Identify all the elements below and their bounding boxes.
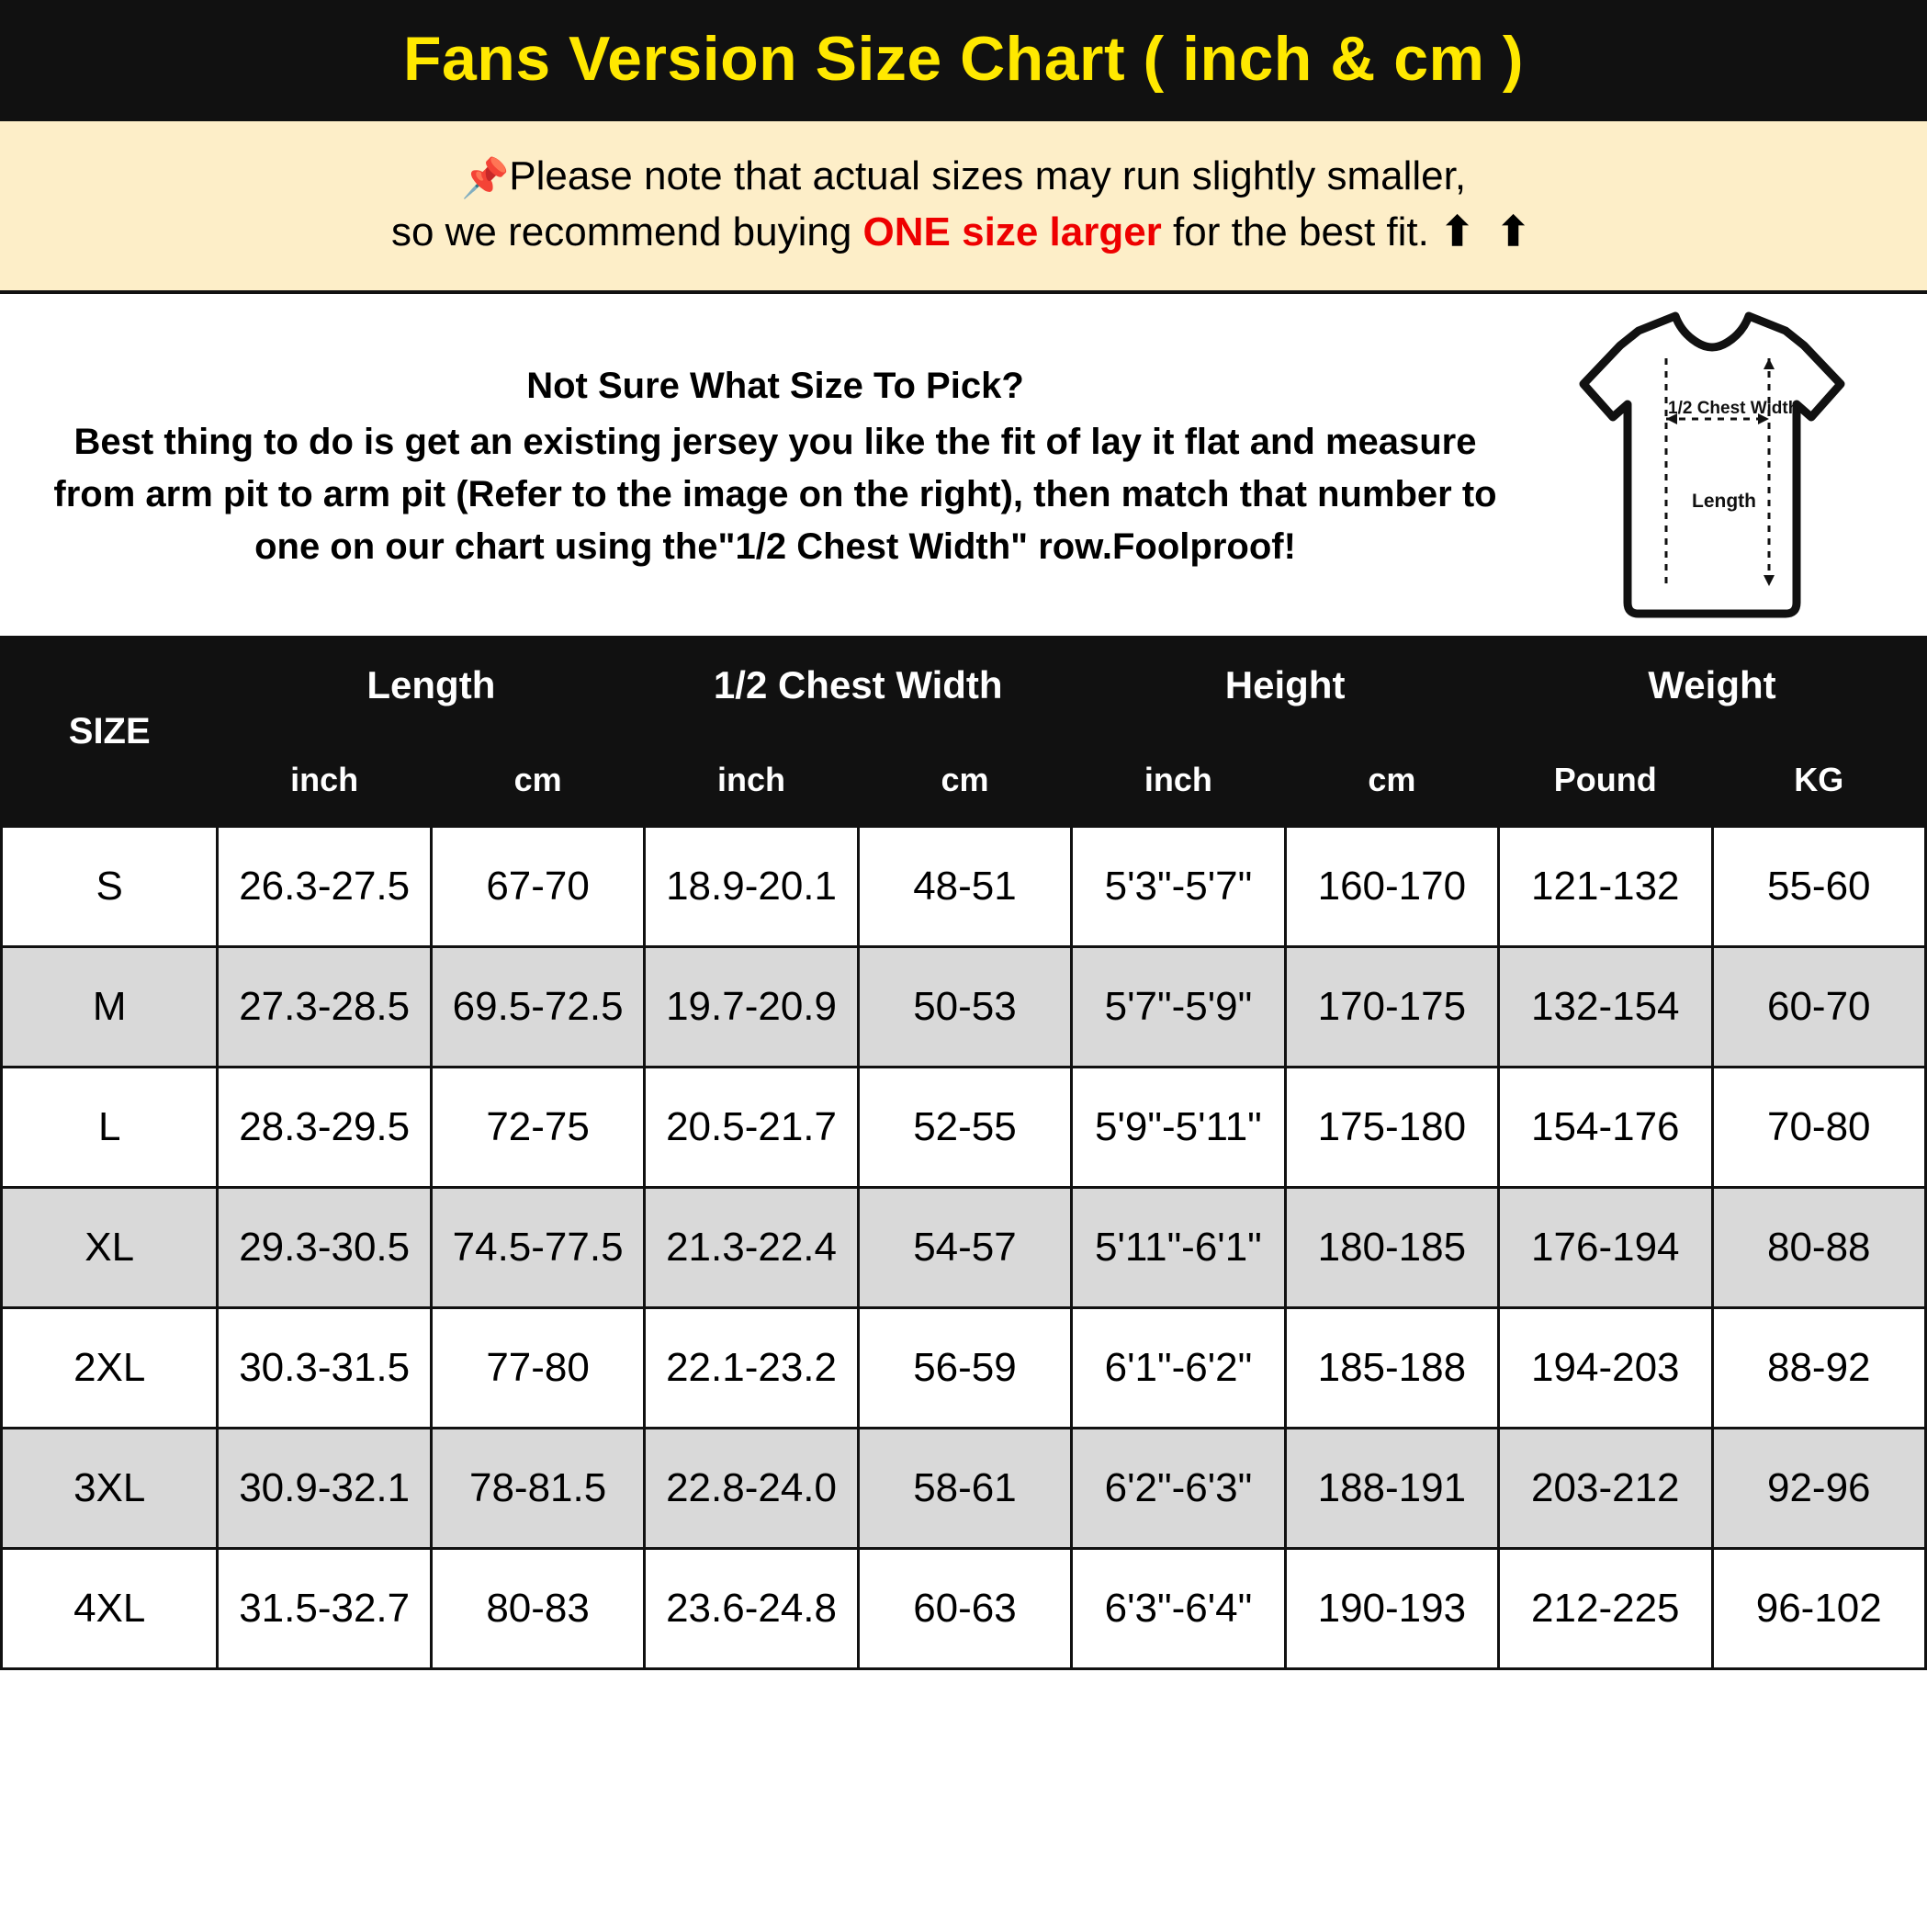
cell-chest-cm: 52-55 xyxy=(858,1068,1071,1188)
cell-length-cm: 78-81.5 xyxy=(431,1429,644,1549)
cell-height-inch: 6'2"-6'3" xyxy=(1072,1429,1285,1549)
cell-size: 2XL xyxy=(2,1308,218,1429)
cell-chest-inch: 20.5-21.7 xyxy=(645,1068,858,1188)
header-unit-height-inch: inch xyxy=(1072,734,1285,827)
cell-weight-kg: 60-70 xyxy=(1712,947,1926,1068)
table-row xyxy=(2,1188,1926,1308)
cell-length-inch: 29.3-30.5 xyxy=(218,1188,431,1308)
cell-chest-inch: 21.3-22.4 xyxy=(645,1188,858,1308)
note-text-2b: for the best fit. xyxy=(1161,209,1441,254)
cell-size: XL xyxy=(2,1188,218,1308)
header-group-chest: 1/2 Chest Width xyxy=(645,638,1072,734)
cell-height-cm: 160-170 xyxy=(1285,827,1498,947)
cell-weight-pound: 121-132 xyxy=(1499,827,1712,947)
cell-length-cm: 72-75 xyxy=(431,1068,644,1188)
cell-length-inch: 27.3-28.5 xyxy=(218,947,431,1068)
cell-size: S xyxy=(2,827,218,947)
cell-height-cm: 170-175 xyxy=(1285,947,1498,1068)
cell-length-cm: 69.5-72.5 xyxy=(431,947,644,1068)
cell-length-cm: 67-70 xyxy=(431,827,644,947)
cell-size: 4XL xyxy=(2,1549,218,1669)
cell-chest-cm: 54-57 xyxy=(858,1188,1071,1308)
cell-height-cm: 175-180 xyxy=(1285,1068,1498,1188)
table-header-row-units xyxy=(2,734,1926,827)
table-row xyxy=(2,1068,1926,1188)
table-row xyxy=(2,827,1926,947)
cell-size: M xyxy=(2,947,218,1068)
note-line-1 xyxy=(37,149,1890,205)
pushpin-icon: 📌 xyxy=(460,156,510,199)
table-row xyxy=(2,1429,1926,1549)
cell-height-inch: 5'11"-6'1" xyxy=(1072,1188,1285,1308)
table-head xyxy=(2,638,1926,827)
cell-height-cm: 185-188 xyxy=(1285,1308,1498,1429)
cell-weight-pound: 212-225 xyxy=(1499,1549,1712,1669)
header-unit-length-cm: cm xyxy=(431,734,644,827)
cell-length-cm: 77-80 xyxy=(431,1308,644,1429)
header-size: SIZE xyxy=(2,638,218,827)
length-label: Length xyxy=(1692,491,1756,513)
cell-weight-pound: 203-212 xyxy=(1499,1429,1712,1549)
help-text-block xyxy=(22,360,1519,572)
header-group-weight: Weight xyxy=(1499,638,1926,734)
title-bar xyxy=(0,0,1927,121)
cell-size: L xyxy=(2,1068,218,1188)
cell-chest-inch: 22.8-24.0 xyxy=(645,1429,858,1549)
cell-chest-cm: 56-59 xyxy=(858,1308,1071,1429)
header-unit-weight-kg: KG xyxy=(1712,734,1926,827)
cell-chest-cm: 50-53 xyxy=(858,947,1071,1068)
cell-length-cm: 80-83 xyxy=(431,1549,644,1669)
cell-weight-kg: 88-92 xyxy=(1712,1308,1926,1429)
table-header-row-groups xyxy=(2,638,1926,734)
cell-length-inch: 30.9-32.1 xyxy=(218,1429,431,1549)
cell-height-cm: 180-185 xyxy=(1285,1188,1498,1308)
note-band xyxy=(0,121,1927,294)
header-unit-chest-inch: inch xyxy=(645,734,858,827)
header-unit-height-cm: cm xyxy=(1285,734,1498,827)
cell-weight-pound: 132-154 xyxy=(1499,947,1712,1068)
cell-height-inch: 5'7"-5'9" xyxy=(1072,947,1285,1068)
cell-chest-inch: 18.9-20.1 xyxy=(645,827,858,947)
cell-length-inch: 28.3-29.5 xyxy=(218,1068,431,1188)
cell-weight-pound: 176-194 xyxy=(1499,1188,1712,1308)
cell-height-inch: 6'1"-6'2" xyxy=(1072,1308,1285,1429)
help-body: Best thing to do is get an existing jersey you like the fit of lay it flat and measure from arm pit to arm pit (Refer to the image on the right), then match that number to one on our chart using the"1/2 Chest Width" row.Foolproof! xyxy=(53,422,1497,567)
tshirt-icon xyxy=(1528,311,1896,623)
cell-length-inch: 31.5-32.7 xyxy=(218,1549,431,1669)
cell-chest-inch: 22.1-23.2 xyxy=(645,1308,858,1429)
cell-length-cm: 74.5-77.5 xyxy=(431,1188,644,1308)
page-title: Fans Version Size Chart ( inch & cm ) xyxy=(402,24,1525,94)
note-highlight: ONE size larger xyxy=(862,209,1162,254)
help-section xyxy=(0,294,1927,636)
note-text-2a: so we recommend buying xyxy=(390,209,863,254)
cell-height-inch: 5'3"-5'7" xyxy=(1072,827,1285,947)
header-unit-weight-pound: Pound xyxy=(1499,734,1712,827)
cell-chest-inch: 23.6-24.8 xyxy=(645,1549,858,1669)
cell-chest-inch: 19.7-20.9 xyxy=(645,947,858,1068)
table-row xyxy=(2,1549,1926,1669)
cell-chest-cm: 58-61 xyxy=(858,1429,1071,1549)
cell-chest-cm: 60-63 xyxy=(858,1549,1071,1669)
tshirt-diagram xyxy=(1519,311,1905,623)
help-question: Not Sure What Size To Pick? xyxy=(526,366,1024,407)
cell-height-cm: 188-191 xyxy=(1285,1429,1498,1549)
cell-weight-kg: 80-88 xyxy=(1712,1188,1926,1308)
up-arrows-icon: ⬆ ⬆ xyxy=(1440,209,1537,254)
cell-weight-pound: 194-203 xyxy=(1499,1308,1712,1429)
cell-length-inch: 26.3-27.5 xyxy=(218,827,431,947)
cell-height-cm: 190-193 xyxy=(1285,1549,1498,1669)
note-line-2 xyxy=(37,205,1890,259)
header-group-height: Height xyxy=(1072,638,1499,734)
cell-weight-kg: 55-60 xyxy=(1712,827,1926,947)
table-body xyxy=(2,827,1926,1669)
header-unit-chest-cm: cm xyxy=(858,734,1071,827)
cell-weight-kg: 92-96 xyxy=(1712,1429,1926,1549)
size-table xyxy=(0,636,1927,1670)
cell-weight-kg: 70-80 xyxy=(1712,1068,1926,1188)
table-row xyxy=(2,947,1926,1068)
cell-length-inch: 30.3-31.5 xyxy=(218,1308,431,1429)
cell-chest-cm: 48-51 xyxy=(858,827,1071,947)
header-unit-length-inch: inch xyxy=(218,734,431,827)
cell-height-inch: 6'3"-6'4" xyxy=(1072,1549,1285,1669)
chest-width-label: 1/2 Chest Width xyxy=(1668,399,1799,419)
header-group-length: Length xyxy=(218,638,645,734)
cell-weight-pound: 154-176 xyxy=(1499,1068,1712,1188)
note-text-1: Please note that actual sizes may run slightly smaller, xyxy=(509,153,1467,198)
cell-size: 3XL xyxy=(2,1429,218,1549)
cell-weight-kg: 96-102 xyxy=(1712,1549,1926,1669)
table-row xyxy=(2,1308,1926,1429)
cell-height-inch: 5'9"-5'11" xyxy=(1072,1068,1285,1188)
